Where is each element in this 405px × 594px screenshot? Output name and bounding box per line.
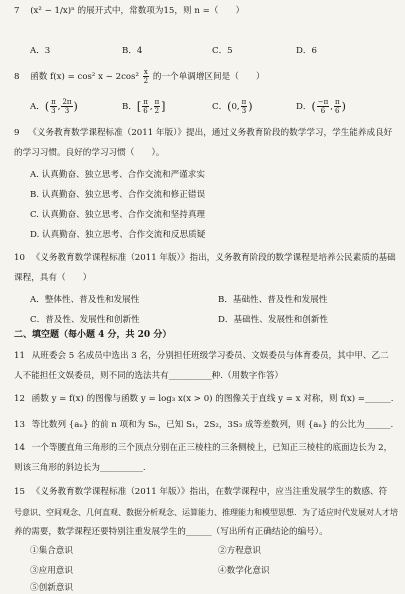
q14-number: 14 — [14, 443, 25, 453]
q9-line-2: 的学习习惯。良好的学习习惯（ ）。 — [14, 148, 165, 158]
q7-stem — [14, 6, 244, 17]
q10-option-a: A．整体性、普及性和发展性 — [30, 295, 140, 305]
q11-line-2: 人不能担任文娱委员，则不同的选法共有__________种.（用数字作答） — [14, 371, 284, 381]
q15-option-2: ②方程意识 — [218, 546, 261, 556]
q12-stem: 12 函数 y = f(x) 的图像与函数 y = log₃ x(x > 0) 的图像关于直线 y = x 对称，则 f(x) =______. — [14, 394, 394, 404]
q15-option-5: ⑤创新意识 — [30, 583, 73, 593]
q10-line-2: 课程，具有（ ） — [14, 273, 92, 283]
q15-line-2: 号意识、空间观念、几何直观、数据分析观念、运算能力、推理能力和模型思想．为了适应时代发展对人才培 — [14, 508, 398, 517]
q8-stem — [14, 68, 265, 85]
q7-option-d: D．6 — [296, 46, 317, 56]
q10-number: 10 — [14, 253, 25, 263]
q8-option-d: D．( $\frac{-\pi}{6}$ , $\frac{\pi}{6}$ ) — [296, 98, 346, 115]
q11-line-1: 11 从班委会 5 名成员中选出 3 名，分别担任班级学习委员、文娱委员与体育委员，其中甲、乙二 — [14, 351, 389, 361]
q11-number: 11 — [14, 351, 25, 361]
q15-option-4: ④数学化意识 — [218, 566, 270, 576]
q15-line-3: 养的需要，数学课程还要特别注重发展学生的______（写出所有正确结论的编号）。 — [14, 527, 328, 537]
q15-option-3: ③应用意识 — [30, 566, 73, 576]
q9-option-c: C. 认真勤奋、独立思考、合作交流和坚持真理 — [30, 210, 206, 220]
q8-text-a: 函数 f(x) = cos² x − 2cos² — [30, 72, 139, 82]
q13-stem: 13 等比数列 {aₙ} 的前 n 项和为 Sₙ，已知 S₁，2S₂，3S₃ 成等差数列，则 {aₙ} 的公比为______. — [14, 420, 394, 430]
q9-number: 9 — [14, 128, 20, 138]
q13-number: 13 — [14, 420, 25, 430]
q9-option-a: A. 认真勤奋、独立思考、合作交流和严谨求实 — [30, 170, 205, 180]
q10-option-d: D．基础性、发展性和创新性 — [218, 315, 329, 325]
q7-number: 7 — [14, 6, 20, 16]
section-fill-in-heading: 二、填空题（每小题 4 分，共 20 分） — [14, 330, 172, 340]
q15-option-1: ①集合意识 — [30, 546, 73, 556]
q8-text-b: 的一个单调增区间是（ ） — [152, 72, 265, 82]
q8-option-b: B．[ $\frac{\pi}{6}$ , $\frac{\pi}{2}$ ] — [122, 98, 166, 115]
q7-option-c: C．5 — [212, 46, 233, 56]
q7-expression: (x² − 1/x)ⁿ — [30, 6, 75, 16]
q15-line-1: 15 《义务教育数学课程标准（2011 年版）》指出，在数学课程中，应当注重发展学生的数感、符 — [14, 487, 388, 497]
q10-option-c: C．普及性、发展性和创新性 — [30, 315, 140, 325]
q7-text: 的展开式中，常数项为15，则 n =（ ） — [77, 6, 245, 16]
q8-fraction-x-over-2: $\frac{x}{2}$ — [143, 68, 149, 85]
q8-number: 8 — [14, 72, 20, 82]
q9-line-1: 9 《义务教育数学课程标准（2011 年版）》提出，通过义务教育阶段的数学学习，学生能养成良好 — [14, 128, 393, 138]
q9-option-b: B. 认真勤奋、独立思考、合作交流和修正错误 — [30, 190, 206, 200]
q8-option-c: C．(0, $\frac{\pi}{3}$ ) — [212, 98, 253, 115]
q7-option-a: A．3 — [30, 46, 51, 56]
q10-option-b: B．基础性、普及性和发展性 — [218, 295, 328, 305]
q14-line-1: 14 一个等腰直角三角形的三个顶点分别在正三棱柱的三条侧棱上，已知正三棱柱的底面边长为 2， — [14, 443, 393, 453]
q8-option-a: A．( $\frac{\pi}{3}$ , $\frac{2\pi}{3}$ ) — [30, 98, 78, 115]
q14-line-2: 则该三角形的斜边长为__________. — [14, 463, 146, 473]
q10-line-1: 10 《义务教育数学课程标准（2011 年版）》指出，义务教育阶段的数学课程是培养公民素质的基础 — [14, 253, 396, 263]
q15-number: 15 — [14, 487, 25, 497]
q7-option-b: B．4 — [122, 46, 143, 56]
q9-option-d: D. 认真勤奋、独立思考、合作交流和反思质疑 — [30, 230, 206, 240]
q12-number: 12 — [14, 394, 25, 404]
